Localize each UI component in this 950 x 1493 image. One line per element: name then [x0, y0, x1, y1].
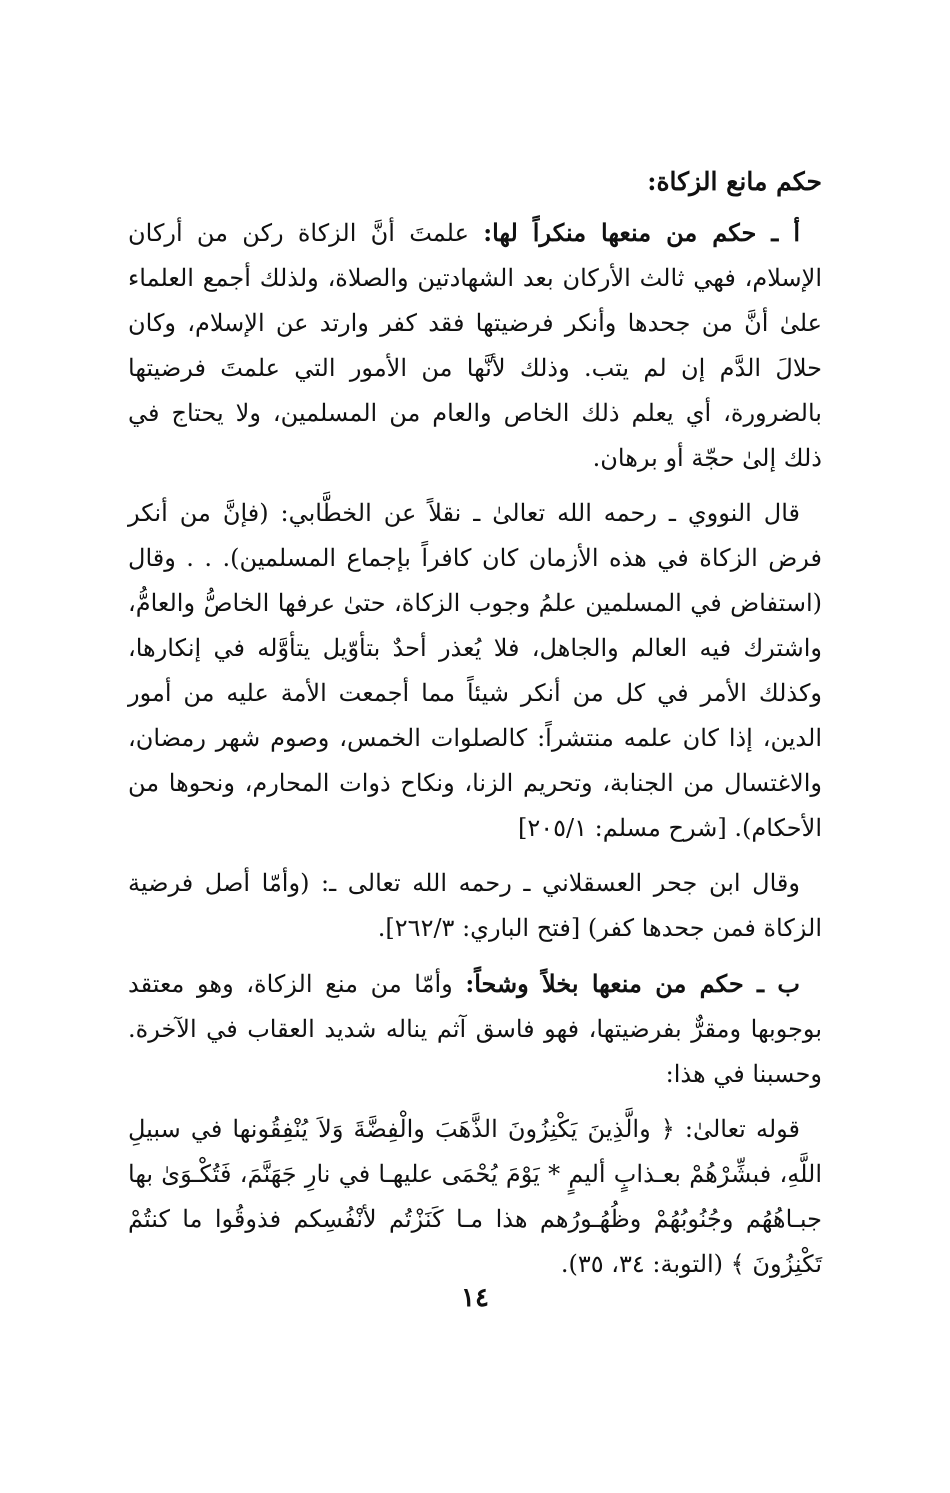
section-a-paragraph: [128, 210, 822, 481]
ibn-hajar-quote-paragraph: وقال ابن جحر العسقلاني ـ رحمه الله تعالى ـ: (وأمّا أصل فرضية الزكاة فمن جحدها كفر) [فتح الباري: ٢٦٢/٣].: [128, 869, 822, 942]
section-a-label: أ ـ حكم من منعها منكراً لها:: [483, 218, 800, 247]
section-a-text: علمتَ أنَّ الزكاة ركن من أركان الإسلام، فهي ثالث الأركان بعد الشهادتين والصلاة، ولذلك أجمع العلماء علىٰ أنَّ من جحدها وأنكر فرضيتها فقد كفر وارتد عن الإسلام، وكان حلالَ الدَّم إن لم يتب. وذلك لأنَّها من الأمور التي علمتَ فرضيتها بالضرورة، أي يعلم ذلك الخاص والعام من المسلمين، ولا يحتاج في ذلك إلىٰ حجّة أو برهان.: [128, 219, 822, 472]
section-b-paragraph: [128, 961, 822, 1097]
section-b-label: ب ـ حكم من منعها بخلاً وشحاً:: [465, 969, 801, 998]
section-b-text: وأمّا من منع الزكاة، وهو معتقد بوجوبها ومقرٌّ بفرضيتها، فهو فاسق آثم يناله شديد العقاب في الآخرة. وحسبنا في هذا:: [128, 970, 823, 1088]
nawawi-quote-paragraph: قال النووي ـ رحمه الله تعالىٰ ـ نقلاً عن الخطَّابي: (فإنَّ من أنكر فرض الزكاة في هذه الأزمان كان كافراً بإجماع المسلمين). . . وقال (استفاض في المسلمين علمُ وجوب الزكاة، حتىٰ عرفها الخاصُّ والعامُّ، واشترك فيه العالم والجاهل، فلا يُعذر أحدٌ بتأوّيل يتأوَّله في إنكارها، وكذلك الأمر في كل من أنكر شيئاً مما أجمعت الأمة عليه من أمور الدين، إذا كان علمه منتشراً: كالصلوات الخمس، وصوم شهر رمضان، والاغتسال من الجنابة، وتحريم الزنا، ونكاح ذوات المحارم، ونحوها من الأحكام). [شرح مسلم: ٢٠٥/١]: [128, 499, 822, 842]
page-title: حكم مانع الزكاة:: [647, 167, 822, 196]
page-content: [128, 158, 822, 1297]
quran-quote-paragraph: قوله تعالىٰ: ﴿ والَّذِينَ يَكْنِزُونَ الذَّهَبَ والْفِضَّةَ وَلاَ يُنْفِقُونها في سبيلِ اللَّهِ، فبشِّرْهُمْ بعـذابٍ أليمٍ * يَوْمَ يُحْمَى عليهـا في نارِ جَهَنَّمَ، فَتُكْـوَىٰ بها جبـاهُهُم وجُنُوبُهُمْ وظُهُـورُهم هذا مـا كَنَزْتُم لأنْفُسِكم فذوقُوا ما كنتُمْ تَكْنِزُونَ ﴾ (التوبة: ٣٤، ٣٥).: [128, 1115, 822, 1278]
page-number: ١٤: [461, 1283, 489, 1313]
